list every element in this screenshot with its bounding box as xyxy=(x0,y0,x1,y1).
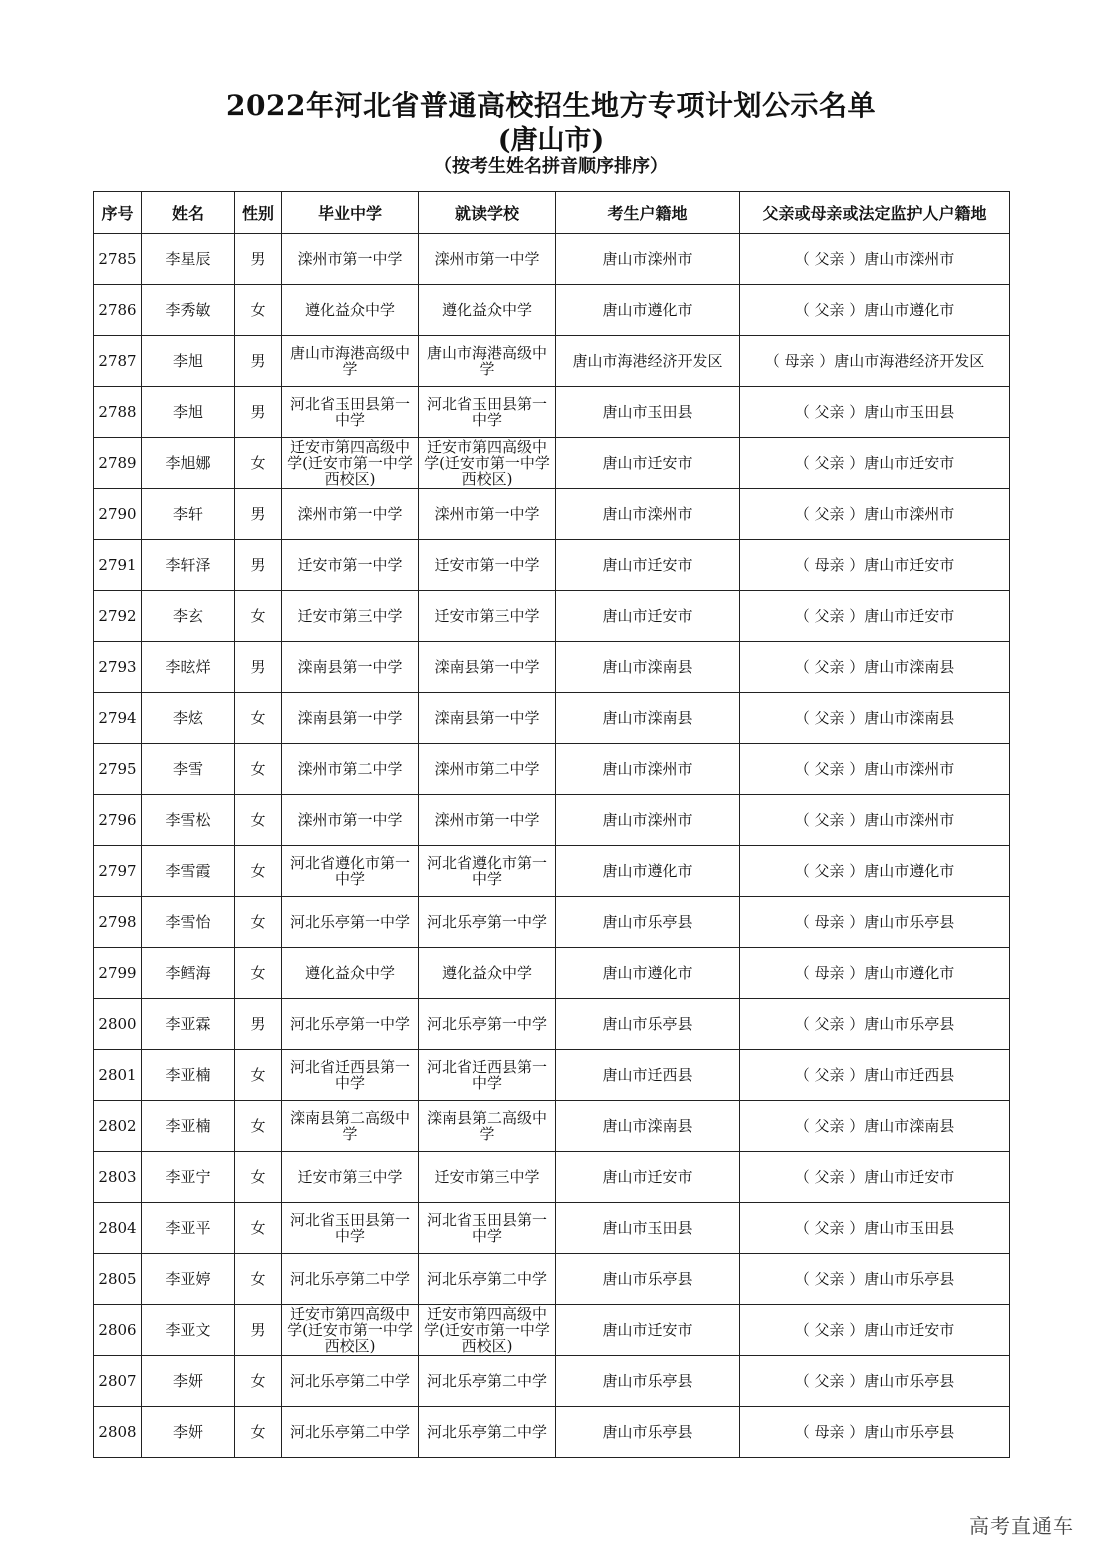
cell-guardian-residence: （ 父亲 ）唐山市滦州市 xyxy=(740,489,1010,540)
table-row xyxy=(94,1203,1010,1254)
cell-gender: 女 xyxy=(235,438,282,489)
cell-graduated-school: 迁安市第四高级中学(迁安市第一中学西校区) xyxy=(282,438,419,489)
cell-seq: 2786 xyxy=(94,285,142,336)
cell-gender: 男 xyxy=(235,1305,282,1356)
header-gender: 性别 xyxy=(235,192,282,234)
cell-seq: 2796 xyxy=(94,795,142,846)
table-row xyxy=(94,1101,1010,1152)
cell-graduated-school: 遵化益众中学 xyxy=(282,948,419,999)
cell-current-school: 滦州市第一中学 xyxy=(419,489,556,540)
cell-guardian-residence: （ 母亲 ）唐山市乐亭县 xyxy=(740,897,1010,948)
cell-seq: 2794 xyxy=(94,693,142,744)
cell-student-residence: 唐山市乐亭县 xyxy=(556,1254,740,1305)
cell-gender: 女 xyxy=(235,744,282,795)
watermark: 高考直通车 xyxy=(969,1514,1074,1538)
table-row xyxy=(94,234,1010,285)
cell-student-residence: 唐山市海港经济开发区 xyxy=(556,336,740,387)
table-row xyxy=(94,846,1010,897)
cell-gender: 女 xyxy=(235,1254,282,1305)
table-row xyxy=(94,489,1010,540)
cell-seq: 2785 xyxy=(94,234,142,285)
cell-guardian-residence: （ 父亲 ）唐山市迁安市 xyxy=(740,1152,1010,1203)
table-row xyxy=(94,591,1010,642)
cell-name: 李雪松 xyxy=(142,795,235,846)
cell-name: 李秀敏 xyxy=(142,285,235,336)
cell-guardian-residence: （ 父亲 ）唐山市遵化市 xyxy=(740,285,1010,336)
cell-current-school: 河北乐亭第二中学 xyxy=(419,1254,556,1305)
table-row xyxy=(94,438,1010,489)
cell-guardian-residence: （ 母亲 ）唐山市乐亭县 xyxy=(740,1407,1010,1458)
cell-current-school: 滦州市第一中学 xyxy=(419,795,556,846)
cell-name: 李妍 xyxy=(142,1356,235,1407)
cell-graduated-school: 河北乐亭第一中学 xyxy=(282,999,419,1050)
cell-graduated-school: 河北省迁西县第一中学 xyxy=(282,1050,419,1101)
cell-name: 李亚霖 xyxy=(142,999,235,1050)
cell-name: 李雪霞 xyxy=(142,846,235,897)
cell-gender: 女 xyxy=(235,1407,282,1458)
cell-seq: 2801 xyxy=(94,1050,142,1101)
cell-seq: 2799 xyxy=(94,948,142,999)
cell-seq: 2792 xyxy=(94,591,142,642)
cell-graduated-school: 河北省遵化市第一中学 xyxy=(282,846,419,897)
cell-guardian-residence: （ 父亲 ）唐山市迁安市 xyxy=(740,591,1010,642)
cell-guardian-residence: （ 父亲 ）唐山市遵化市 xyxy=(740,846,1010,897)
cell-current-school: 遵化益众中学 xyxy=(419,948,556,999)
cell-student-residence: 唐山市迁西县 xyxy=(556,1050,740,1101)
cell-current-school: 河北乐亭第一中学 xyxy=(419,999,556,1050)
cell-seq: 2802 xyxy=(94,1101,142,1152)
cell-guardian-residence: （ 父亲 ）唐山市玉田县 xyxy=(740,387,1010,438)
cell-gender: 男 xyxy=(235,489,282,540)
cell-graduated-school: 滦南县第一中学 xyxy=(282,693,419,744)
cell-guardian-residence: （ 父亲 ）唐山市滦南县 xyxy=(740,1101,1010,1152)
cell-current-school: 河北省玉田县第一中学 xyxy=(419,1203,556,1254)
header-name: 姓名 xyxy=(142,192,235,234)
cell-student-residence: 唐山市迁安市 xyxy=(556,1305,740,1356)
cell-guardian-residence: （ 母亲 ）唐山市遵化市 xyxy=(740,948,1010,999)
cell-current-school: 滦南县第一中学 xyxy=(419,642,556,693)
roster-table xyxy=(93,191,1010,1458)
cell-student-residence: 唐山市迁安市 xyxy=(556,591,740,642)
cell-gender: 女 xyxy=(235,948,282,999)
cell-name: 李昡烊 xyxy=(142,642,235,693)
table-row xyxy=(94,285,1010,336)
cell-gender: 女 xyxy=(235,1101,282,1152)
cell-name: 李妍 xyxy=(142,1407,235,1458)
cell-name: 李鳕海 xyxy=(142,948,235,999)
cell-seq: 2806 xyxy=(94,1305,142,1356)
cell-student-residence: 唐山市滦州市 xyxy=(556,489,740,540)
cell-student-residence: 唐山市迁安市 xyxy=(556,540,740,591)
header-seq: 序号 xyxy=(94,192,142,234)
cell-gender: 女 xyxy=(235,795,282,846)
table-row xyxy=(94,897,1010,948)
cell-student-residence: 唐山市滦南县 xyxy=(556,1101,740,1152)
cell-current-school: 滦南县第一中学 xyxy=(419,693,556,744)
cell-current-school: 迁安市第三中学 xyxy=(419,1152,556,1203)
cell-graduated-school: 滦州市第一中学 xyxy=(282,234,419,285)
cell-seq: 2805 xyxy=(94,1254,142,1305)
cell-seq: 2787 xyxy=(94,336,142,387)
cell-gender: 女 xyxy=(235,693,282,744)
cell-name: 李炫 xyxy=(142,693,235,744)
table-row xyxy=(94,1305,1010,1356)
cell-guardian-residence: （ 父亲 ）唐山市乐亭县 xyxy=(740,1356,1010,1407)
cell-gender: 男 xyxy=(235,999,282,1050)
cell-gender: 女 xyxy=(235,1203,282,1254)
cell-graduated-school: 滦南县第二高级中学 xyxy=(282,1101,419,1152)
cell-gender: 男 xyxy=(235,540,282,591)
cell-graduated-school: 滦州市第一中学 xyxy=(282,795,419,846)
cell-gender: 男 xyxy=(235,387,282,438)
cell-current-school: 迁安市第一中学 xyxy=(419,540,556,591)
cell-seq: 2803 xyxy=(94,1152,142,1203)
cell-seq: 2795 xyxy=(94,744,142,795)
cell-seq: 2790 xyxy=(94,489,142,540)
cell-graduated-school: 河北省玉田县第一中学 xyxy=(282,387,419,438)
cell-name: 李旭娜 xyxy=(142,438,235,489)
cell-student-residence: 唐山市乐亭县 xyxy=(556,897,740,948)
cell-guardian-residence: （ 父亲 ）唐山市滦州市 xyxy=(740,234,1010,285)
cell-gender: 女 xyxy=(235,897,282,948)
header-graduated-school: 毕业中学 xyxy=(282,192,419,234)
cell-name: 李轩泽 xyxy=(142,540,235,591)
cell-graduated-school: 迁安市第一中学 xyxy=(282,540,419,591)
cell-current-school: 唐山市海港高级中学 xyxy=(419,336,556,387)
cell-graduated-school: 河北乐亭第一中学 xyxy=(282,897,419,948)
cell-student-residence: 唐山市滦州市 xyxy=(556,234,740,285)
cell-graduated-school: 滦南县第一中学 xyxy=(282,642,419,693)
cell-name: 李亚平 xyxy=(142,1203,235,1254)
cell-student-residence: 唐山市滦州市 xyxy=(556,744,740,795)
cell-student-residence: 唐山市乐亭县 xyxy=(556,999,740,1050)
cell-name: 李亚文 xyxy=(142,1305,235,1356)
cell-current-school: 迁安市第四高级中学(迁安市第一中学西校区) xyxy=(419,1305,556,1356)
cell-current-school: 河北省玉田县第一中学 xyxy=(419,387,556,438)
page-title: 2022年河北省普通高校招生地方专项计划公示名单 xyxy=(226,89,876,122)
cell-seq: 2789 xyxy=(94,438,142,489)
cell-student-residence: 唐山市滦南县 xyxy=(556,693,740,744)
cell-current-school: 迁安市第三中学 xyxy=(419,591,556,642)
roster-body xyxy=(94,234,1010,1458)
cell-seq: 2798 xyxy=(94,897,142,948)
cell-gender: 女 xyxy=(235,591,282,642)
page-subtitle: (唐山市) xyxy=(497,125,605,156)
table-row xyxy=(94,336,1010,387)
cell-gender: 男 xyxy=(235,234,282,285)
cell-gender: 女 xyxy=(235,285,282,336)
cell-current-school: 河北乐亭第二中学 xyxy=(419,1356,556,1407)
cell-seq: 2800 xyxy=(94,999,142,1050)
cell-graduated-school: 迁安市第三中学 xyxy=(282,1152,419,1203)
table-row xyxy=(94,1356,1010,1407)
table-row xyxy=(94,387,1010,438)
header-guardian-residence: 父亲或母亲或法定监护人户籍地 xyxy=(740,192,1010,234)
cell-student-residence: 唐山市遵化市 xyxy=(556,846,740,897)
cell-seq: 2808 xyxy=(94,1407,142,1458)
cell-graduated-school: 遵化益众中学 xyxy=(282,285,419,336)
cell-seq: 2807 xyxy=(94,1356,142,1407)
cell-gender: 女 xyxy=(235,1152,282,1203)
table-row xyxy=(94,795,1010,846)
table-row xyxy=(94,642,1010,693)
cell-current-school: 河北省迁西县第一中学 xyxy=(419,1050,556,1101)
cell-graduated-school: 迁安市第三中学 xyxy=(282,591,419,642)
cell-name: 李星辰 xyxy=(142,234,235,285)
cell-seq: 2804 xyxy=(94,1203,142,1254)
cell-gender: 男 xyxy=(235,642,282,693)
cell-guardian-residence: （ 父亲 ）唐山市玉田县 xyxy=(740,1203,1010,1254)
cell-guardian-residence: （ 父亲 ）唐山市迁安市 xyxy=(740,438,1010,489)
cell-gender: 女 xyxy=(235,846,282,897)
cell-seq: 2793 xyxy=(94,642,142,693)
sort-note: （按考生姓名拼音顺序排序） xyxy=(434,156,668,177)
cell-guardian-residence: （ 母亲 ）唐山市海港经济开发区 xyxy=(740,336,1010,387)
cell-name: 李亚宁 xyxy=(142,1152,235,1203)
table-row xyxy=(94,948,1010,999)
cell-guardian-residence: （ 父亲 ）唐山市滦南县 xyxy=(740,642,1010,693)
cell-current-school: 遵化益众中学 xyxy=(419,285,556,336)
cell-name: 李玄 xyxy=(142,591,235,642)
cell-guardian-residence: （ 母亲 ）唐山市迁安市 xyxy=(740,540,1010,591)
cell-student-residence: 唐山市迁安市 xyxy=(556,438,740,489)
cell-seq: 2797 xyxy=(94,846,142,897)
cell-current-school: 河北乐亭第一中学 xyxy=(419,897,556,948)
cell-student-residence: 唐山市乐亭县 xyxy=(556,1356,740,1407)
cell-seq: 2788 xyxy=(94,387,142,438)
cell-student-residence: 唐山市遵化市 xyxy=(556,948,740,999)
cell-guardian-residence: （ 父亲 ）唐山市滦州市 xyxy=(740,744,1010,795)
cell-name: 李亚楠 xyxy=(142,1101,235,1152)
cell-guardian-residence: （ 父亲 ）唐山市滦南县 xyxy=(740,693,1010,744)
cell-guardian-residence: （ 父亲 ）唐山市迁安市 xyxy=(740,1305,1010,1356)
cell-seq: 2791 xyxy=(94,540,142,591)
table-row xyxy=(94,540,1010,591)
cell-gender: 男 xyxy=(235,336,282,387)
cell-name: 李旭 xyxy=(142,387,235,438)
header-current-school: 就读学校 xyxy=(419,192,556,234)
cell-graduated-school: 滦州市第一中学 xyxy=(282,489,419,540)
cell-student-residence: 唐山市玉田县 xyxy=(556,1203,740,1254)
cell-student-residence: 唐山市遵化市 xyxy=(556,285,740,336)
table-row xyxy=(94,744,1010,795)
cell-graduated-school: 迁安市第四高级中学(迁安市第一中学西校区) xyxy=(282,1305,419,1356)
cell-current-school: 河北省遵化市第一中学 xyxy=(419,846,556,897)
header-student-residence: 考生户籍地 xyxy=(556,192,740,234)
cell-current-school: 滦州市第二中学 xyxy=(419,744,556,795)
cell-guardian-residence: （ 父亲 ）唐山市迁西县 xyxy=(740,1050,1010,1101)
table-row xyxy=(94,693,1010,744)
cell-name: 李亚楠 xyxy=(142,1050,235,1101)
cell-graduated-school: 滦州市第二中学 xyxy=(282,744,419,795)
cell-graduated-school: 河北乐亭第二中学 xyxy=(282,1356,419,1407)
cell-guardian-residence: （ 父亲 ）唐山市滦州市 xyxy=(740,795,1010,846)
cell-current-school: 河北乐亭第二中学 xyxy=(419,1407,556,1458)
cell-current-school: 滦南县第二高级中学 xyxy=(419,1101,556,1152)
cell-student-residence: 唐山市滦南县 xyxy=(556,642,740,693)
table-row xyxy=(94,999,1010,1050)
cell-student-residence: 唐山市玉田县 xyxy=(556,387,740,438)
cell-graduated-school: 河北乐亭第二中学 xyxy=(282,1407,419,1458)
table-row xyxy=(94,1407,1010,1458)
cell-current-school: 迁安市第四高级中学(迁安市第一中学西校区) xyxy=(419,438,556,489)
cell-name: 李轩 xyxy=(142,489,235,540)
table-row xyxy=(94,1254,1010,1305)
cell-student-residence: 唐山市迁安市 xyxy=(556,1152,740,1203)
cell-student-residence: 唐山市乐亭县 xyxy=(556,1407,740,1458)
table-row xyxy=(94,1152,1010,1203)
cell-guardian-residence: （ 父亲 ）唐山市乐亭县 xyxy=(740,1254,1010,1305)
table-header-row xyxy=(94,192,1010,234)
cell-graduated-school: 唐山市海港高级中学 xyxy=(282,336,419,387)
cell-name: 李雪 xyxy=(142,744,235,795)
cell-graduated-school: 河北乐亭第二中学 xyxy=(282,1254,419,1305)
cell-student-residence: 唐山市滦州市 xyxy=(556,795,740,846)
cell-guardian-residence: （ 父亲 ）唐山市乐亭县 xyxy=(740,999,1010,1050)
cell-name: 李旭 xyxy=(142,336,235,387)
table-row xyxy=(94,1050,1010,1101)
cell-gender: 女 xyxy=(235,1356,282,1407)
cell-name: 李亚婷 xyxy=(142,1254,235,1305)
cell-name: 李雪怡 xyxy=(142,897,235,948)
cell-graduated-school: 河北省玉田县第一中学 xyxy=(282,1203,419,1254)
cell-gender: 女 xyxy=(235,1050,282,1101)
cell-current-school: 滦州市第一中学 xyxy=(419,234,556,285)
